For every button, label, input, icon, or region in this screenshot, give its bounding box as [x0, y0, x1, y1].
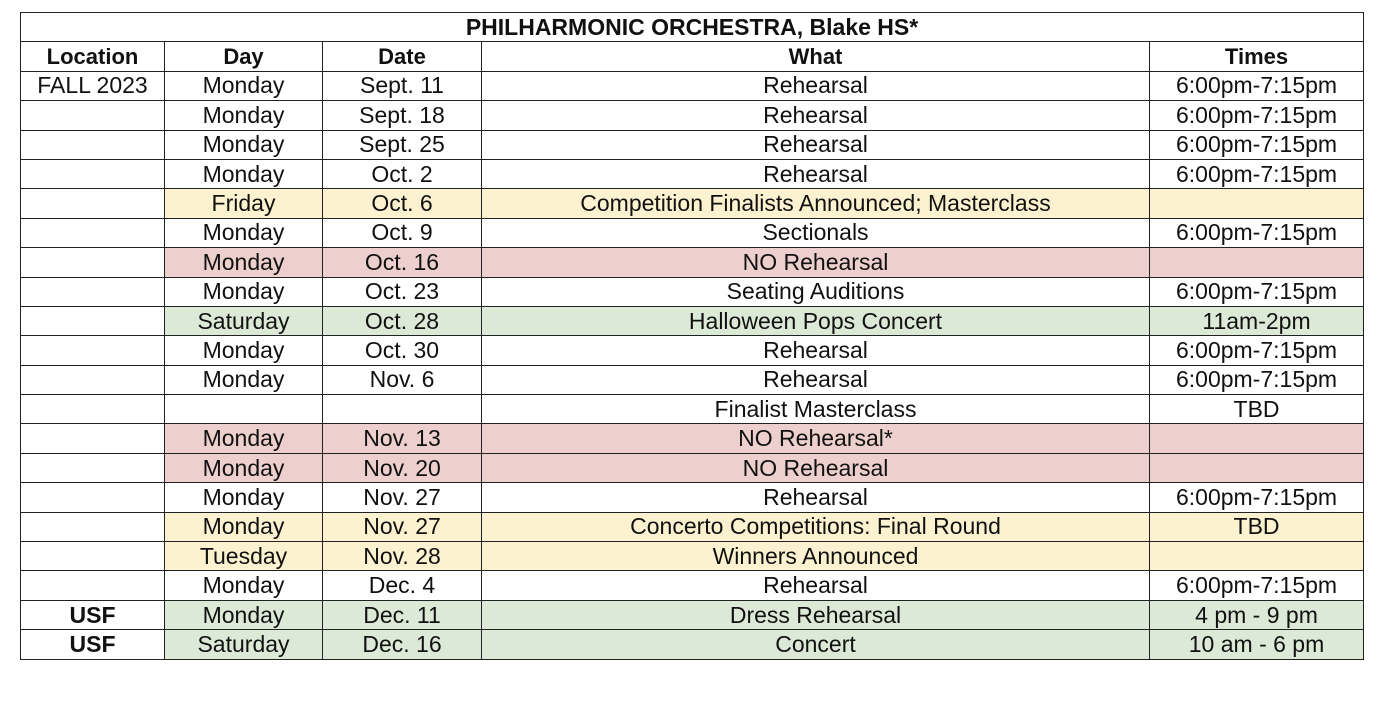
cell-what: Concert — [482, 630, 1150, 659]
cell-date: Oct. 16 — [323, 248, 482, 277]
header-day: Day — [165, 42, 323, 71]
cell-date: Nov. 27 — [323, 512, 482, 541]
cell-times: 10 am - 6 pm — [1150, 630, 1364, 659]
cell-location — [21, 336, 165, 365]
table-row — [21, 218, 1364, 247]
cell-location: USF — [21, 630, 165, 659]
cell-what: Rehearsal — [482, 159, 1150, 188]
cell-date: Nov. 27 — [323, 483, 482, 512]
table-row — [21, 306, 1364, 335]
cell-times: 6:00pm-7:15pm — [1150, 365, 1364, 394]
cell-times: TBD — [1150, 512, 1364, 541]
cell-date: Nov. 20 — [323, 453, 482, 482]
cell-times — [1150, 542, 1364, 571]
table-row — [21, 424, 1364, 453]
cell-location — [21, 512, 165, 541]
cell-what: Rehearsal — [482, 71, 1150, 100]
cell-times: 6:00pm-7:15pm — [1150, 483, 1364, 512]
title-row — [21, 13, 1364, 42]
cell-what: NO Rehearsal* — [482, 424, 1150, 453]
cell-what: Sectionals — [482, 218, 1150, 247]
cell-times: 6:00pm-7:15pm — [1150, 571, 1364, 600]
cell-location: USF — [21, 600, 165, 629]
table-row — [21, 365, 1364, 394]
cell-location — [21, 306, 165, 335]
cell-day: Saturday — [165, 306, 323, 335]
cell-times: 11am-2pm — [1150, 306, 1364, 335]
table-row — [21, 483, 1364, 512]
cell-what: Dress Rehearsal — [482, 600, 1150, 629]
table-row — [21, 571, 1364, 600]
table-row — [21, 453, 1364, 482]
cell-times — [1150, 453, 1364, 482]
cell-location — [21, 101, 165, 130]
cell-day: Saturday — [165, 630, 323, 659]
cell-times — [1150, 424, 1364, 453]
cell-day: Monday — [165, 101, 323, 130]
cell-date: Nov. 28 — [323, 542, 482, 571]
header-date: Date — [323, 42, 482, 71]
cell-day: Monday — [165, 218, 323, 247]
cell-date: Oct. 28 — [323, 306, 482, 335]
cell-date: Sept. 18 — [323, 101, 482, 130]
cell-day: Monday — [165, 483, 323, 512]
header-row — [21, 42, 1364, 71]
cell-what: Rehearsal — [482, 101, 1150, 130]
cell-location — [21, 365, 165, 394]
cell-date: Nov. 6 — [323, 365, 482, 394]
table-row — [21, 395, 1364, 424]
header-what: What — [482, 42, 1150, 71]
cell-times: 6:00pm-7:15pm — [1150, 71, 1364, 100]
cell-what: Winners Announced — [482, 542, 1150, 571]
table-row — [21, 277, 1364, 306]
cell-times: 6:00pm-7:15pm — [1150, 130, 1364, 159]
cell-day: Monday — [165, 336, 323, 365]
cell-day: Monday — [165, 71, 323, 100]
cell-location — [21, 277, 165, 306]
header-times: Times — [1150, 42, 1364, 71]
cell-date: Dec. 11 — [323, 600, 482, 629]
cell-date: Dec. 4 — [323, 571, 482, 600]
cell-times — [1150, 248, 1364, 277]
cell-what: Finalist Masterclass — [482, 395, 1150, 424]
table-row — [21, 512, 1364, 541]
cell-date: Oct. 6 — [323, 189, 482, 218]
table-row — [21, 130, 1364, 159]
cell-day: Monday — [165, 365, 323, 394]
cell-what: Halloween Pops Concert — [482, 306, 1150, 335]
cell-day: Monday — [165, 512, 323, 541]
cell-what: Rehearsal — [482, 365, 1150, 394]
table-row — [21, 71, 1364, 100]
cell-times: 6:00pm-7:15pm — [1150, 336, 1364, 365]
cell-location — [21, 483, 165, 512]
header-location: Location — [21, 42, 165, 71]
cell-day: Monday — [165, 424, 323, 453]
cell-day — [165, 395, 323, 424]
cell-location — [21, 248, 165, 277]
cell-location — [21, 424, 165, 453]
cell-location — [21, 542, 165, 571]
cell-location: FALL 2023 — [21, 71, 165, 100]
cell-what: Rehearsal — [482, 130, 1150, 159]
table-row — [21, 189, 1364, 218]
cell-times: 6:00pm-7:15pm — [1150, 159, 1364, 188]
cell-day: Monday — [165, 277, 323, 306]
cell-what: Rehearsal — [482, 483, 1150, 512]
cell-date: Sept. 25 — [323, 130, 482, 159]
cell-what: Concerto Competitions: Final Round — [482, 512, 1150, 541]
cell-date: Oct. 2 — [323, 159, 482, 188]
cell-what: Rehearsal — [482, 336, 1150, 365]
cell-day: Tuesday — [165, 542, 323, 571]
cell-times: 6:00pm-7:15pm — [1150, 218, 1364, 247]
table-row — [21, 159, 1364, 188]
table-row — [21, 336, 1364, 365]
cell-location — [21, 395, 165, 424]
cell-what: NO Rehearsal — [482, 248, 1150, 277]
cell-date: Oct. 30 — [323, 336, 482, 365]
cell-date: Sept. 11 — [323, 71, 482, 100]
schedule-table — [20, 12, 1364, 660]
cell-times: 6:00pm-7:15pm — [1150, 277, 1364, 306]
table-row — [21, 542, 1364, 571]
cell-times: 6:00pm-7:15pm — [1150, 101, 1364, 130]
cell-what: Seating Auditions — [482, 277, 1150, 306]
table-row — [21, 248, 1364, 277]
cell-date: Nov. 13 — [323, 424, 482, 453]
cell-location — [21, 218, 165, 247]
cell-date: Oct. 23 — [323, 277, 482, 306]
cell-location — [21, 130, 165, 159]
cell-day: Monday — [165, 571, 323, 600]
cell-times: 4 pm - 9 pm — [1150, 600, 1364, 629]
cell-times: TBD — [1150, 395, 1364, 424]
cell-location — [21, 189, 165, 218]
cell-what: Rehearsal — [482, 571, 1150, 600]
cell-day: Monday — [165, 453, 323, 482]
cell-what: Competition Finalists Announced; Masterclass — [482, 189, 1150, 218]
cell-date: Oct. 9 — [323, 218, 482, 247]
cell-day: Monday — [165, 600, 323, 629]
cell-day: Monday — [165, 248, 323, 277]
table-row — [21, 101, 1364, 130]
table-row — [21, 630, 1364, 659]
table-title: PHILHARMONIC ORCHESTRA, Blake HS* — [21, 13, 1364, 42]
cell-date — [323, 395, 482, 424]
cell-location — [21, 571, 165, 600]
cell-times — [1150, 189, 1364, 218]
cell-date: Dec. 16 — [323, 630, 482, 659]
cell-day: Friday — [165, 189, 323, 218]
cell-location — [21, 159, 165, 188]
cell-day: Monday — [165, 130, 323, 159]
cell-day: Monday — [165, 159, 323, 188]
cell-location — [21, 453, 165, 482]
table-row — [21, 600, 1364, 629]
cell-what: NO Rehearsal — [482, 453, 1150, 482]
